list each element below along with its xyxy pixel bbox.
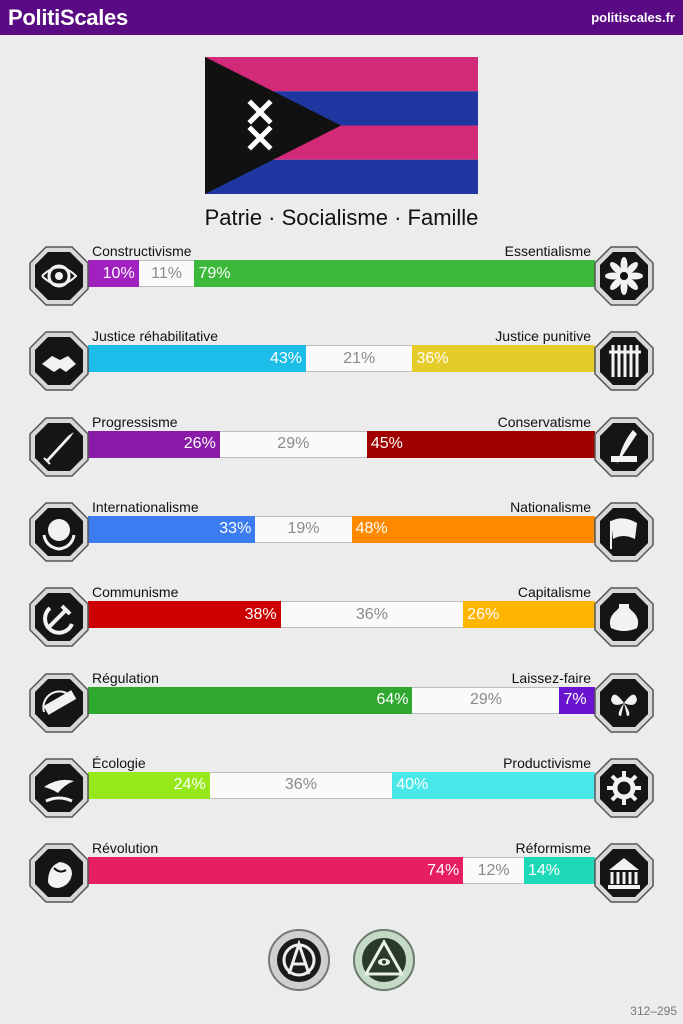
butterflies-icon: [593, 672, 655, 734]
axis-left-label: Écologie: [92, 754, 146, 771]
rocket-icon: [28, 416, 90, 478]
axis-neutral-segment: [412, 687, 559, 714]
axis-bar: [88, 857, 595, 884]
axis-neutral-percent: 29%: [277, 435, 310, 453]
handshake-icon: [28, 330, 90, 392]
axis-right-label: Laissez-faire: [511, 669, 591, 686]
axis-left-badge: [28, 245, 90, 307]
ruler-icon: [28, 672, 90, 734]
axis-right-badge: [593, 330, 655, 392]
axis-left-percent: 43%: [269, 349, 302, 367]
axis-left-label: Internationalisme: [92, 498, 199, 515]
axis-right-percent: 48%: [355, 520, 388, 538]
axis-left-percent: 74%: [427, 861, 460, 879]
axis-neutral-segment: [139, 260, 195, 287]
axis-left-label: Justice réhabilitative: [92, 328, 219, 345]
brand-title[interactable]: PolitiScales: [8, 4, 128, 30]
axis-right-segment: [524, 857, 595, 884]
result-code: 312–295: [630, 1004, 677, 1018]
axis-neutral-segment: [255, 516, 351, 543]
axis-left-segment: [88, 516, 255, 543]
axis-neutral-percent: 21%: [343, 349, 376, 367]
bird-leaf-icon: [28, 757, 90, 819]
axis-right-segment: [412, 345, 595, 372]
axis-right-segment: [559, 687, 594, 714]
axis-right-label: Essentialisme: [504, 243, 591, 259]
axis-right-badge: [593, 416, 655, 478]
axis-right-percent: 79%: [198, 264, 231, 282]
axis-bar: [88, 772, 595, 799]
axis-left-badge: [28, 672, 90, 734]
axis-bar: [88, 345, 595, 372]
axis-left-badge: [28, 330, 90, 392]
quill-icon: [593, 416, 655, 478]
axis-row: [0, 586, 683, 656]
axis-right-badge: [593, 842, 655, 904]
axis-row: [0, 842, 683, 912]
slogan-text: Patrie · Socialisme · Famille: [204, 205, 479, 230]
axis-neutral-segment: [281, 601, 464, 628]
axis-right-label: Productivisme: [503, 754, 591, 771]
prison-bars-icon: [593, 330, 655, 392]
axis-neutral-percent: 36%: [355, 605, 388, 623]
axis-bar: [88, 260, 595, 287]
axis-row: [0, 669, 683, 742]
axis-right-label: Capitalisme: [517, 584, 591, 601]
axis-right-badge: [593, 501, 655, 563]
axis-neutral-segment: [210, 772, 393, 799]
axis-bar: [88, 687, 595, 714]
axis-bar: [88, 516, 595, 543]
axis-left-segment: [88, 260, 139, 287]
axis-right-label: Justice punitive: [495, 328, 591, 345]
axis-left-segment: [88, 601, 281, 628]
axis-left-segment: [88, 431, 220, 458]
axis-left-segment: [88, 687, 412, 714]
axis-left-percent: 26%: [183, 435, 216, 453]
axis-right-segment: [463, 601, 595, 628]
axis-right-badge: [593, 672, 655, 734]
axis-neutral-percent: 36%: [284, 776, 317, 794]
axis-row: [0, 413, 683, 486]
axis-right-percent: 36%: [416, 349, 449, 367]
axis-left-segment: [88, 345, 306, 372]
site-link[interactable]: politiscales.fr: [591, 10, 675, 25]
axis-left-percent: 10%: [102, 264, 135, 282]
axis-right-percent: 26%: [467, 605, 500, 623]
axis-right-percent: 45%: [370, 435, 403, 453]
money-bag-icon: [593, 586, 655, 648]
axis-right-label: Conservatisme: [497, 413, 591, 430]
axis-right-segment: [194, 260, 595, 287]
axis-neutral-segment: [463, 857, 524, 884]
flower-icon: [593, 245, 655, 307]
axis-left-label: Constructivisme: [92, 243, 192, 259]
anarchy-badge: [267, 928, 331, 992]
axis-right-percent: 14%: [528, 861, 561, 879]
illuminati-badge: [352, 928, 416, 992]
axis-right-segment: [367, 431, 595, 458]
axis-row: [0, 330, 683, 400]
axis-left-segment: [88, 772, 210, 799]
axis-neutral-segment: [306, 345, 412, 372]
axis-left-percent: 64%: [376, 691, 409, 708]
axis-right-badge: [593, 245, 655, 307]
axis-neutral-percent: 12%: [477, 861, 510, 879]
axis-left-percent: 24%: [173, 776, 206, 794]
axis-right-segment: [392, 772, 595, 799]
axis-left-label: Communisme: [92, 584, 179, 601]
hammer-sickle-icon: [28, 586, 90, 648]
axis-row: [0, 754, 683, 827]
axis-row: [0, 245, 683, 315]
axis-row: [0, 498, 683, 571]
axis-left-badge: [28, 586, 90, 648]
axis-neutral-percent: 19%: [287, 520, 320, 538]
axis-bar: [88, 431, 595, 458]
app-header: [0, 0, 683, 35]
axis-left-label: Régulation: [92, 669, 159, 686]
axis-left-label: Progressisme: [92, 413, 178, 430]
result-flag: [205, 57, 478, 194]
axis-right-label: Réformisme: [515, 840, 591, 857]
axis-left-label: Révolution: [92, 840, 159, 857]
fist-icon: [28, 842, 90, 904]
axis-neutral-percent: 11%: [151, 264, 182, 282]
axis-right-segment: [352, 516, 595, 543]
axis-right-percent: 7%: [563, 691, 587, 708]
gear-icon: [593, 757, 655, 819]
axis-right-badge: [593, 757, 655, 819]
axis-left-percent: 38%: [244, 605, 277, 623]
globe-laurel-icon: [28, 501, 90, 563]
axis-neutral-segment: [220, 431, 367, 458]
axis-right-percent: 40%: [396, 776, 429, 794]
axis-left-segment: [88, 857, 463, 884]
axis-left-badge: [28, 416, 90, 478]
axis-left-badge: [28, 757, 90, 819]
axis-neutral-percent: 29%: [469, 691, 502, 708]
axis-bar: [88, 601, 595, 628]
axis-right-badge: [593, 586, 655, 648]
axis-left-percent: 33%: [219, 520, 252, 538]
parliament-icon: [593, 842, 655, 904]
axis-right-label: Nationalisme: [510, 498, 591, 515]
axis-left-badge: [28, 842, 90, 904]
flag-icon: [593, 501, 655, 563]
axis-left-badge: [28, 501, 90, 563]
eye-pattern-icon: [28, 245, 90, 307]
